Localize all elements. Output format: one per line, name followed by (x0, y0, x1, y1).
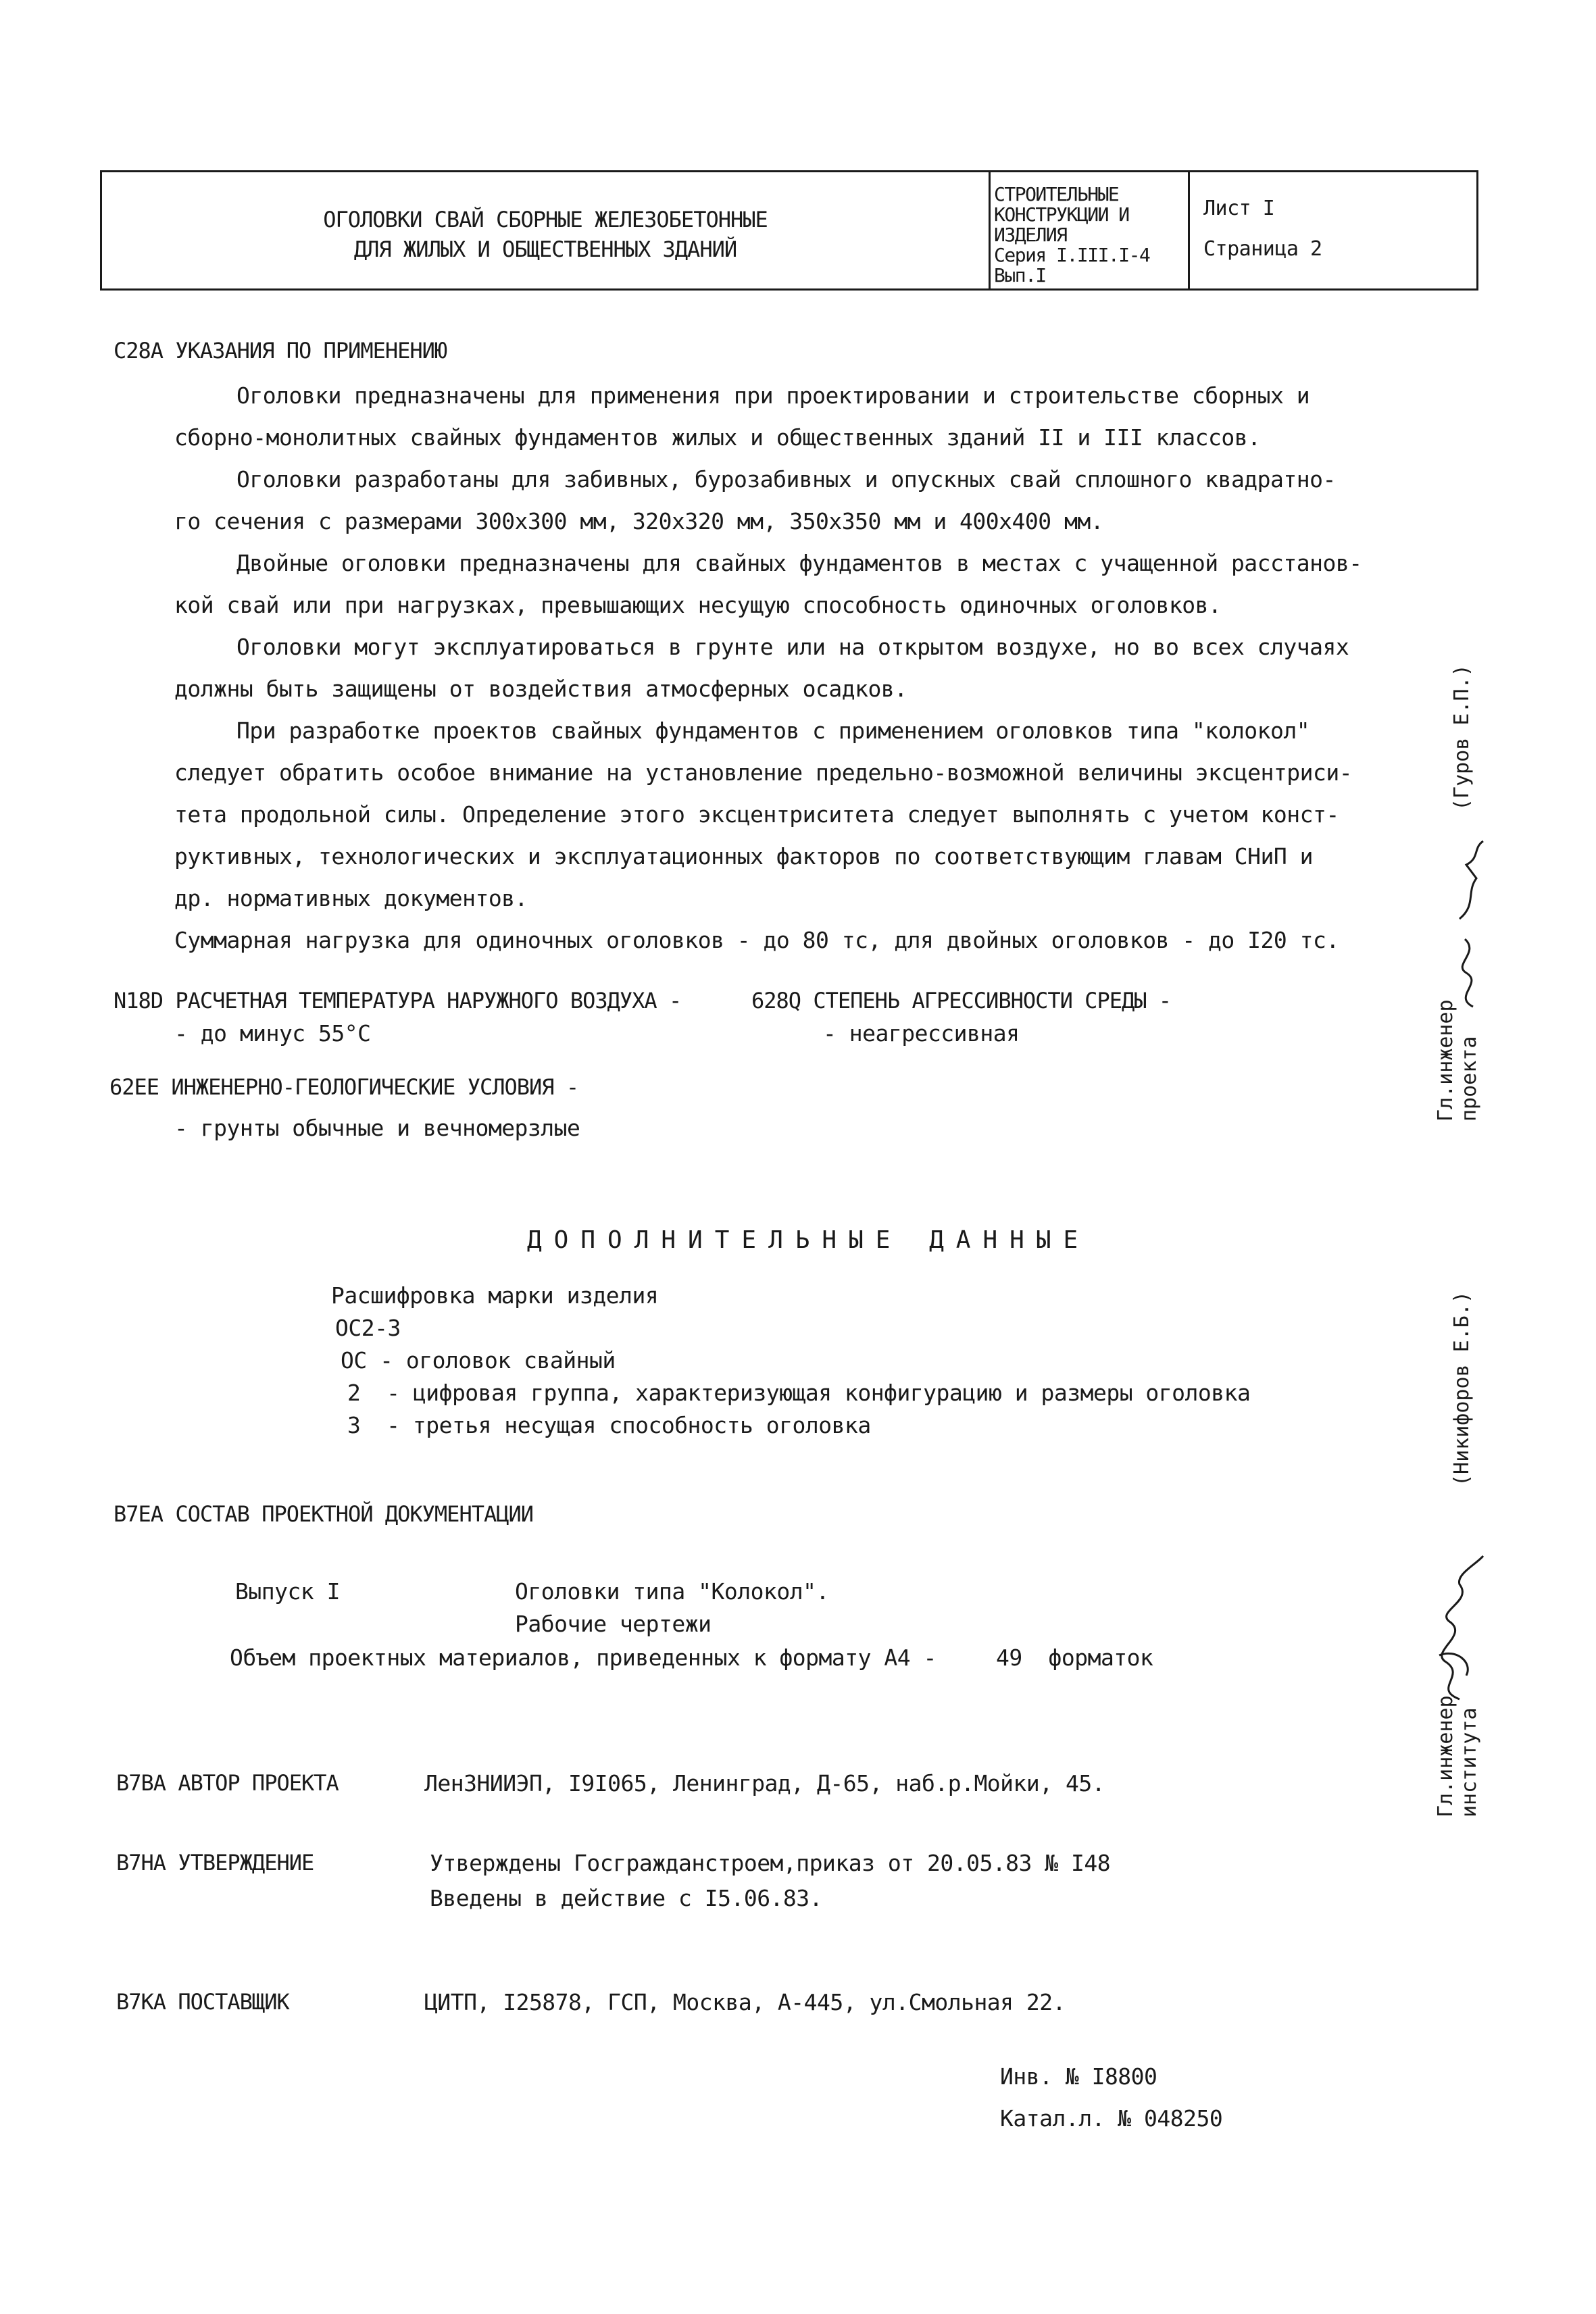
section-code: В7НА (116, 1850, 166, 1876)
section-approval-heading (116, 1850, 314, 1876)
approval-line-1: Утверждены Госгражданстроем,приказ от 20.05.83 № I48 (430, 1850, 1111, 1876)
volume-count: 49 форматок (996, 1644, 1153, 1671)
issue-subtitle: Рабочие чертежи (515, 1611, 712, 1637)
section-author-heading (116, 1770, 339, 1796)
category-line: КОНСТРУКЦИИ И (994, 203, 1129, 226)
signature-gurov (1446, 838, 1493, 1013)
section-code: 62ЕЕ (109, 1074, 159, 1100)
section-temperature-heading (114, 988, 681, 1013)
title-line-2: ДЛЯ ЖИЛЫХ И ОБЩЕСТВЕННЫХ ЗДАНИЙ (353, 236, 737, 262)
section-composition-heading (114, 1501, 533, 1527)
additional-line: ОС - оголовок свайный (341, 1347, 616, 1374)
section-aggressiveness-heading (751, 988, 1171, 1013)
category-line: СТРОИТЕЛЬНЫЕ (994, 183, 1119, 205)
section-title: СОСТАВ ПРОЕКТНОЙ ДОКУМЕНТАЦИИ (175, 1501, 534, 1527)
paragraph-line: руктивных, технологических и эксплуатационных факторов по соответствующим главам СНиП и (174, 843, 1313, 870)
chief-engineer-project-label (1434, 999, 1481, 1122)
catalog-number: Катал.л. № 048250 (1000, 2105, 1223, 2132)
margin-label-line: Гл.инженер (1434, 999, 1457, 1122)
paragraph-line: др. нормативных документов. (174, 885, 528, 911)
section-title: РАСЧЕТНАЯ ТЕМПЕРАТУРА НАРУЖНОГО ВОЗДУХА - (175, 988, 682, 1013)
additional-line: 2 - цифровая группа, характеризующая конфигурацию и размеры оголовка (347, 1380, 1251, 1406)
section-code: С28А (114, 338, 164, 363)
section-title: ПОСТАВЩИК (178, 1989, 289, 2015)
author-value: ЛенЗНИИЭП, I9I065, Ленинград, Д-65, наб.р.Мойки, 45. (424, 1770, 1105, 1796)
paragraph-line: го сечения с размерами 300х300 мм, 320х320 мм, 350х350 мм и 400х400 мм. (174, 508, 1104, 534)
section-code: В7ЕА (114, 1501, 164, 1527)
paragraph-line: Двойные оголовки предназначены для свайных фундаментов в местах с учащенной расстанов- (236, 550, 1362, 576)
section-title: СТЕПЕНЬ АГРЕССИВНОСТИ СРЕДЫ - (813, 988, 1172, 1013)
margin-label-line: проекта (1457, 1036, 1481, 1122)
margin-label-line: Гл.инженер (1434, 1695, 1457, 1817)
geology-value: - грунты обычные и вечномерзлые (174, 1115, 580, 1141)
paragraph-line: При разработке проектов свайных фундаментов с применением оголовков типа "колокол" (236, 718, 1310, 744)
aggressiveness-value: - неагрессивная (823, 1020, 1020, 1047)
temperature-value: - до минус 55°С (174, 1020, 371, 1047)
series-number: Серия I.III.I-4 (994, 244, 1150, 266)
title-block (100, 170, 1478, 291)
chief-engineer-institute-label (1434, 1695, 1481, 1817)
series-cell (994, 184, 1187, 286)
issue-title: Оголовки типа "Колокол". (515, 1578, 829, 1605)
section-title: ИНЖЕНЕРНО-ГЕОЛОГИЧЕСКИЕ УСЛОВИЯ - (171, 1074, 579, 1100)
paragraph-line: должны быть защищены от воздействия атмосферных осадков. (174, 676, 907, 702)
section-code: N18D (114, 988, 164, 1013)
additional-line: 3 - третья несущая способность оголовка (347, 1412, 871, 1438)
category-line: ИЗДЕЛИЯ (994, 224, 1067, 246)
paragraph-line: сборно-монолитных свайных фундаментов жилых и общественных зданий II и III классов. (174, 424, 1261, 451)
inventory-number: Инв. № I8800 (1000, 2063, 1157, 2090)
paragraph-line: Оголовки предназначены для применения при проектировании и строительстве сборных и (236, 382, 1310, 409)
issue-number: Вып.I (994, 264, 1046, 286)
paragraph-line: тета продольной силы. Определение этого эксцентриситета следует выполнять с учетом конст- (174, 801, 1339, 828)
section-supplier-heading (116, 1989, 289, 2015)
paragraph-line: следует обратить особое внимание на установление предельно-возможной величины эксцентриси- (174, 759, 1353, 786)
additional-line: ОС2-3 (335, 1315, 401, 1341)
volume-label: Объем проектных материалов, приведенных к формату А4 - (230, 1644, 937, 1671)
paragraph-line: кой свай или при нагрузках, превышающих несущую способность одиночных оголовков. (174, 592, 1222, 618)
section-title: АВТОР ПРОЕКТА (178, 1770, 339, 1796)
issue-label: Выпуск I (235, 1578, 340, 1605)
additional-line: Расшифровка марки изделия (331, 1282, 659, 1309)
section-code: В7ВА (116, 1770, 166, 1796)
paragraph-line: Оголовки разработаны для забивных, бурозабивных и опускных свай сплошного квадратно- (236, 466, 1336, 493)
nikiforov-name: (Никифоров Е.Б.) (1450, 1291, 1474, 1486)
paragraph-line: Оголовки могут эксплуатироваться в грунте или на открытом воздухе, но во всех случаях (236, 634, 1349, 660)
signature-chief-institute (1419, 1554, 1493, 1703)
title-divider (989, 172, 991, 288)
section-code: 628Q (751, 988, 801, 1013)
section-title: УТВЕРЖДЕНИЕ (178, 1850, 314, 1876)
gurov-name: (Гуров Е.П.) (1450, 664, 1474, 811)
page-number: Страница 2 (1203, 237, 1322, 261)
title-divider (1188, 172, 1190, 288)
section-usage-heading (114, 338, 447, 363)
document-title (102, 205, 989, 264)
paragraph-line: Суммарная нагрузка для одиночных оголовков - до 80 тс, для двойных оголовков - до I20 тс. (174, 927, 1339, 953)
title-line-1: ОГОЛОВКИ СВАЙ СБОРНЫЕ ЖЕЛЕЗОБЕТОННЫЕ (323, 207, 768, 232)
supplier-value: ЦИТП, I25878, ГСП, Москва, А-445, ул.Смольная 22. (424, 1989, 1066, 2015)
approval-line-2: Введены в действие с I5.06.83. (430, 1885, 823, 1911)
margin-label-line: института (1457, 1707, 1481, 1817)
section-code: В7КА (116, 1989, 166, 2015)
sheet-number: Лист I (1203, 197, 1275, 220)
section-geology-heading (109, 1074, 578, 1100)
additional-data-heading: ДОПОЛНИТЕЛЬНЫЕ ДАННЫЕ (527, 1226, 1091, 1254)
section-title: УКАЗАНИЯ ПО ПРИМЕНЕНИЮ (175, 338, 447, 363)
